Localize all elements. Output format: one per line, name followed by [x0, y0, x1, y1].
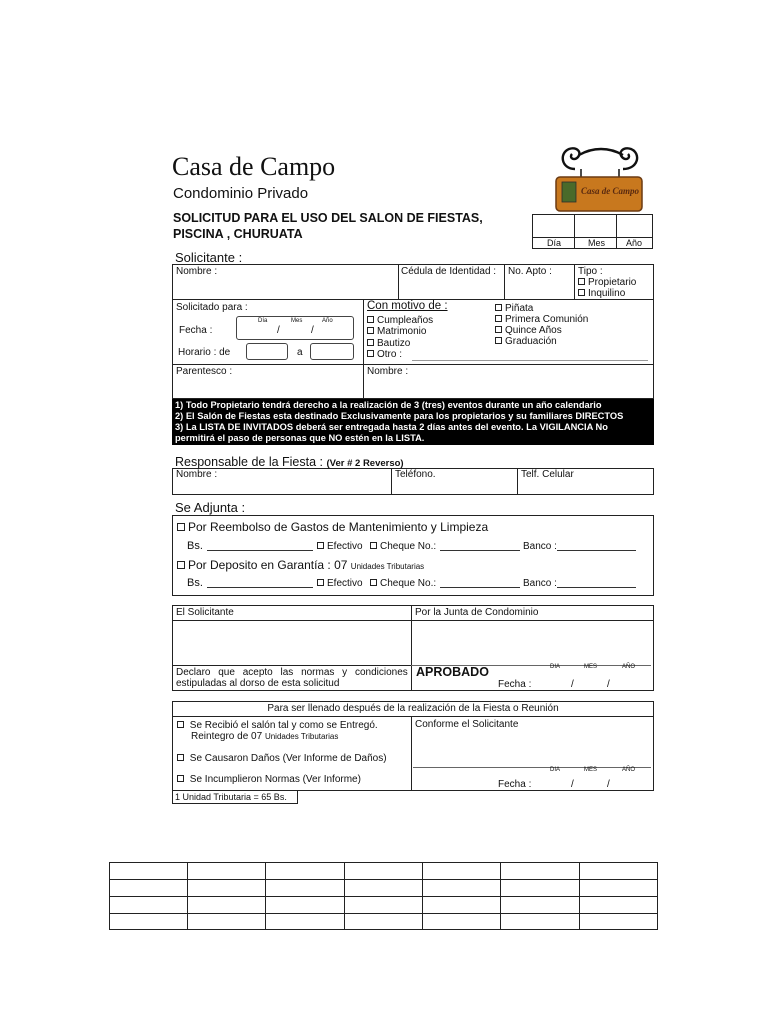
motivo-primera-comunion[interactable]	[495, 314, 588, 325]
reembolso-cheque-field[interactable]	[440, 550, 520, 551]
checkbox-icon[interactable]	[367, 350, 374, 357]
checkbox-icon[interactable]	[317, 542, 324, 549]
nombre2-label: Nombre :	[367, 366, 409, 377]
checkbox-icon[interactable]	[370, 542, 377, 549]
cedula-label: Cédula de Identidad :	[401, 266, 497, 277]
reembolso-efectivo-label: Efectivo	[327, 541, 363, 552]
nombre-label: Nombre :	[176, 266, 218, 277]
adjunta-heading: Se Adjunta :	[175, 500, 246, 515]
aprobado-slash-1: /	[571, 679, 574, 690]
checkbox-icon[interactable]	[370, 579, 377, 586]
motivo-cumpleanos-label: Cumpleaños	[377, 315, 434, 326]
logo-text: Casa de Campo	[581, 186, 640, 196]
checkbox-icon[interactable]	[317, 579, 324, 586]
horario-from-field[interactable]	[246, 343, 288, 360]
header-day-label: Día	[547, 238, 562, 248]
motivo-primera-comunion-label: Primera Comunión	[505, 314, 589, 325]
aprobado-month-label: MES	[584, 664, 598, 670]
post-item-1-reintegro-label: Reintegro de 07	[191, 731, 263, 742]
checkbox-icon[interactable]	[495, 337, 502, 344]
solicitante-signature-label: El Solicitante	[176, 607, 234, 618]
reembolso-option[interactable]	[177, 520, 488, 534]
deposito-option[interactable]	[177, 558, 424, 572]
solicitado-para-label: Solicitado para :	[176, 302, 248, 313]
post-year-label: AÑO	[622, 767, 636, 773]
post-item-1-label: Se Recibió el salón tal y como se Entregó.	[189, 720, 378, 731]
form-title-line2: PISCINA , CHURUATA	[173, 227, 303, 241]
tipo-propietario-label: Propietario	[588, 277, 637, 288]
deposito-banco-field[interactable]	[557, 587, 636, 588]
checkbox-icon[interactable]	[495, 326, 502, 333]
company-subtitle: Condominio Privado	[173, 185, 309, 202]
parentesco-label: Parentesco :	[176, 366, 233, 377]
reembolso-cheque[interactable]	[370, 541, 436, 552]
post-item-1-unit: Unidades Tributarias	[264, 732, 339, 741]
motivo-matrimonio[interactable]	[367, 326, 426, 337]
horario-to-field[interactable]	[310, 343, 354, 360]
aprobado-year-label: AÑO	[622, 664, 636, 670]
fecha-slash-1: /	[277, 325, 280, 336]
horario-label: Horario : de	[178, 347, 231, 358]
motivo-label: Con motivo de :	[367, 300, 448, 312]
checkbox-icon[interactable]	[495, 304, 502, 311]
responsable-heading	[175, 455, 404, 469]
deposito-label: Por Deposito en Garantía :	[188, 558, 331, 572]
junta-signature-label: Por la Junta de Condominio	[415, 607, 539, 618]
rule-1: 1) Todo Propietario tendrá derecho a la realización de 3 (tres) eventos durante un año calendario	[175, 400, 602, 410]
checkbox-icon[interactable]	[578, 278, 585, 285]
fecha-label: Fecha :	[179, 325, 213, 336]
tipo-inquilino-option[interactable]	[578, 288, 625, 299]
conforme-label: Conforme el Solicitante	[415, 719, 519, 730]
rule-2: 2) El Salón de Fiestas esta destinado Exclusivamente para los propietarios y su familiares DIRECTOS	[175, 411, 624, 421]
logo-sign-icon	[553, 143, 649, 213]
header-year-label: Año	[626, 238, 643, 248]
empty-grid-table	[109, 862, 658, 930]
motivo-bautizo[interactable]	[367, 338, 410, 349]
responsable-ref: (Ver # 2 Reverso)	[326, 458, 404, 469]
motivo-quince-anos-label: Quince Años	[505, 325, 562, 336]
checkbox-icon[interactable]	[495, 315, 502, 322]
deposito-efectivo[interactable]	[317, 578, 363, 589]
motivo-quince-anos[interactable]	[495, 325, 562, 336]
post-day-label: DIA	[550, 767, 561, 773]
motivo-graduacion-label: Graduación	[505, 336, 557, 347]
aprobado-slash-2: /	[607, 679, 610, 690]
reembolso-efectivo[interactable]	[317, 541, 363, 552]
post-item-1-reintegro	[191, 731, 338, 742]
responsable-telefono-label: Teléfono.	[395, 469, 436, 480]
deposito-bs-field[interactable]	[207, 587, 313, 588]
checkbox-icon[interactable]	[367, 316, 374, 323]
motivo-pinata[interactable]	[495, 303, 533, 314]
responsable-celular-label: Telf. Celular	[521, 469, 574, 480]
fecha-day-label: Día	[258, 318, 268, 324]
checkbox-icon[interactable]	[177, 775, 184, 782]
post-item-1[interactable]	[177, 720, 378, 731]
motivo-otro-line	[412, 360, 648, 361]
post-item-2[interactable]	[177, 753, 387, 764]
deposito-amount: 07	[334, 558, 348, 572]
horario-a-label: a	[297, 347, 303, 358]
post-item-2-label: Se Causaron Daños (Ver Informe de Daños)	[189, 753, 387, 764]
rules-band	[172, 399, 654, 445]
deposito-unit: Unidades Tributarias	[350, 562, 425, 571]
deposito-bs-label: Bs.	[187, 577, 203, 589]
motivo-graduacion[interactable]	[495, 336, 557, 347]
reembolso-bs-field[interactable]	[207, 550, 313, 551]
motivo-otro[interactable]	[367, 349, 402, 360]
aprobado-day-label: DIA	[550, 664, 561, 670]
motivo-pinata-label: Piñata	[505, 303, 534, 314]
rule-3-continued: permitirá el paso de personas que NO estén en la LISTA.	[175, 433, 425, 443]
motivo-cumpleanos[interactable]	[367, 315, 433, 326]
apto-label: No. Apto :	[508, 266, 552, 277]
motivo-bautizo-label: Bautizo	[377, 338, 411, 349]
deposito-cheque-label: Cheque No.:	[380, 578, 437, 589]
tipo-label: Tipo :	[578, 266, 603, 277]
responsable-heading-text: Responsable de la Fiesta :	[175, 455, 324, 469]
checkbox-icon[interactable]	[367, 327, 374, 334]
form-title-line1: SOLICITUD PARA EL USO DEL SALON DE FIESTAS,	[173, 211, 483, 225]
reembolso-banco-label: Banco :	[523, 541, 557, 552]
header-date-grid	[532, 214, 653, 238]
deposito-banco-label: Banco :	[523, 578, 557, 589]
declaro-line-2: estipuladas al dorso de esta solicitud	[176, 678, 340, 689]
logo	[553, 143, 649, 213]
declaro-line-1: Declaro que acepto las normas y condiciones	[176, 667, 408, 678]
company-title: Casa de Campo	[172, 152, 336, 181]
post-fecha-label: Fecha :	[498, 779, 532, 790]
post-slash-1: /	[571, 779, 574, 790]
tipo-propietario-option[interactable]	[578, 277, 636, 288]
aprobado-label: APROBADO	[416, 665, 489, 679]
motivo-matrimonio-label: Matrimonio	[377, 326, 427, 337]
fecha-year-label: Año	[322, 318, 333, 324]
checkbox-icon[interactable]	[177, 523, 185, 531]
checkbox-icon[interactable]	[177, 721, 184, 728]
deposito-cheque[interactable]	[370, 578, 436, 589]
empty-grid-lines	[109, 862, 658, 930]
fecha-month-label: Mes	[291, 318, 303, 324]
deposito-efectivo-label: Efectivo	[327, 578, 363, 589]
post-event-heading: Para ser llenado después de la realización de la Fiesta o Reunión	[267, 703, 559, 714]
fecha-slash-2: /	[311, 325, 314, 336]
reembolso-cheque-label: Cheque No.:	[380, 541, 437, 552]
reembolso-bs-label: Bs.	[187, 540, 203, 552]
post-slash-2: /	[607, 779, 610, 790]
checkbox-icon[interactable]	[177, 754, 184, 761]
motivo-otro-label: Otro :	[377, 349, 403, 360]
tipo-inquilino-label: Inquilino	[588, 288, 626, 299]
post-month-label: MES	[584, 767, 598, 773]
rule-3: 3) La LISTA DE INVITADOS deberá ser entregada hasta 2 días antes del evento. La VIGILANCIA No	[175, 422, 608, 432]
footnote: 1 Unidad Tributaria = 65 Bs.	[175, 792, 287, 802]
header-month-label: Mes	[588, 238, 606, 248]
checkbox-icon[interactable]	[578, 289, 585, 296]
post-item-3[interactable]	[177, 774, 361, 785]
reembolso-label: Por Reembolso de Gastos de Mantenimiento y Limpieza	[188, 520, 489, 534]
reembolso-banco-field[interactable]	[557, 550, 636, 551]
solicitante-heading: Solicitante :	[175, 250, 243, 265]
checkbox-icon[interactable]	[177, 561, 185, 569]
deposito-cheque-field[interactable]	[440, 587, 520, 588]
aprobado-fecha-label: Fecha :	[498, 679, 532, 690]
post-item-3-label: Se Incumplieron Normas (Ver Informe)	[189, 774, 361, 785]
responsable-nombre-label: Nombre :	[176, 469, 218, 480]
checkbox-icon[interactable]	[367, 339, 374, 346]
